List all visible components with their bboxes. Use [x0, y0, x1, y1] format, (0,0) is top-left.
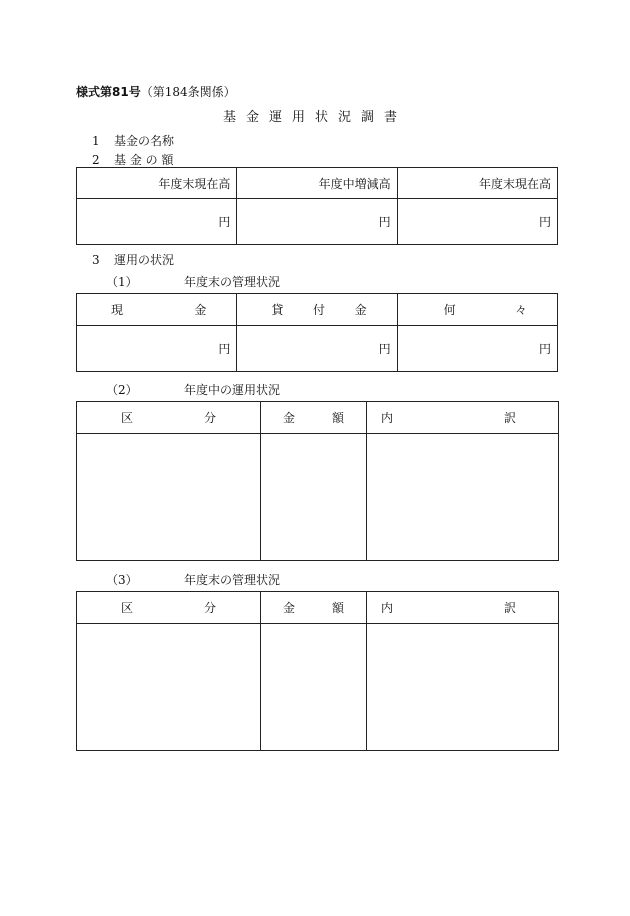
body-cell[interactable] [77, 434, 261, 561]
form-number: 様式第81号 [76, 85, 141, 99]
header-cell: 年度中増減高 [237, 168, 397, 199]
amount-cell[interactable]: 円 [397, 326, 557, 372]
subsection-3: （3） 年度末の管理状況 [106, 573, 281, 587]
amount-cell[interactable]: 円 [237, 199, 397, 245]
annual-operation-table [76, 401, 559, 561]
header-cell: 金 額 [261, 402, 367, 434]
form-relation: （第184条関係） [140, 85, 236, 99]
body-cell[interactable] [261, 624, 367, 751]
header-cell: 区 分 [77, 402, 261, 434]
body-cell[interactable] [367, 624, 559, 751]
amount-cell[interactable]: 円 [77, 326, 237, 372]
header-cell: 現 金 [77, 294, 237, 326]
header-cell: 内 訳 [367, 402, 559, 434]
body-cell[interactable] [261, 434, 367, 561]
amount-cell[interactable]: 円 [77, 199, 237, 245]
item-fund-name: 1 基金の名称 [92, 134, 175, 148]
year-end-management-table [76, 591, 559, 751]
subsection-2: （2） 年度中の運用状況 [106, 383, 281, 397]
body-cell[interactable] [77, 624, 261, 751]
item-operation-status: 3 運用の状況 [92, 253, 175, 267]
item-fund-amount: 2 基 金 の 額 [92, 153, 174, 167]
header-cell: 年度末現在高 [77, 168, 237, 199]
document-title: 基金運用状況調書 [222, 110, 407, 125]
header-cell: 区 分 [77, 592, 261, 624]
fund-amount-table [76, 167, 558, 245]
amount-cell[interactable]: 円 [397, 199, 557, 245]
form-identifier [76, 83, 236, 100]
body-cell[interactable] [367, 434, 559, 561]
management-status-table [76, 293, 558, 372]
subsection-1: （1） 年度末の管理状況 [106, 275, 281, 289]
header-cell: 金 額 [261, 592, 367, 624]
amount-cell[interactable]: 円 [237, 326, 397, 372]
header-cell: 何 々 [397, 294, 557, 326]
header-cell: 貸 付 金 [237, 294, 397, 326]
header-cell: 年度末現在高 [397, 168, 557, 199]
header-cell: 内 訳 [367, 592, 559, 624]
